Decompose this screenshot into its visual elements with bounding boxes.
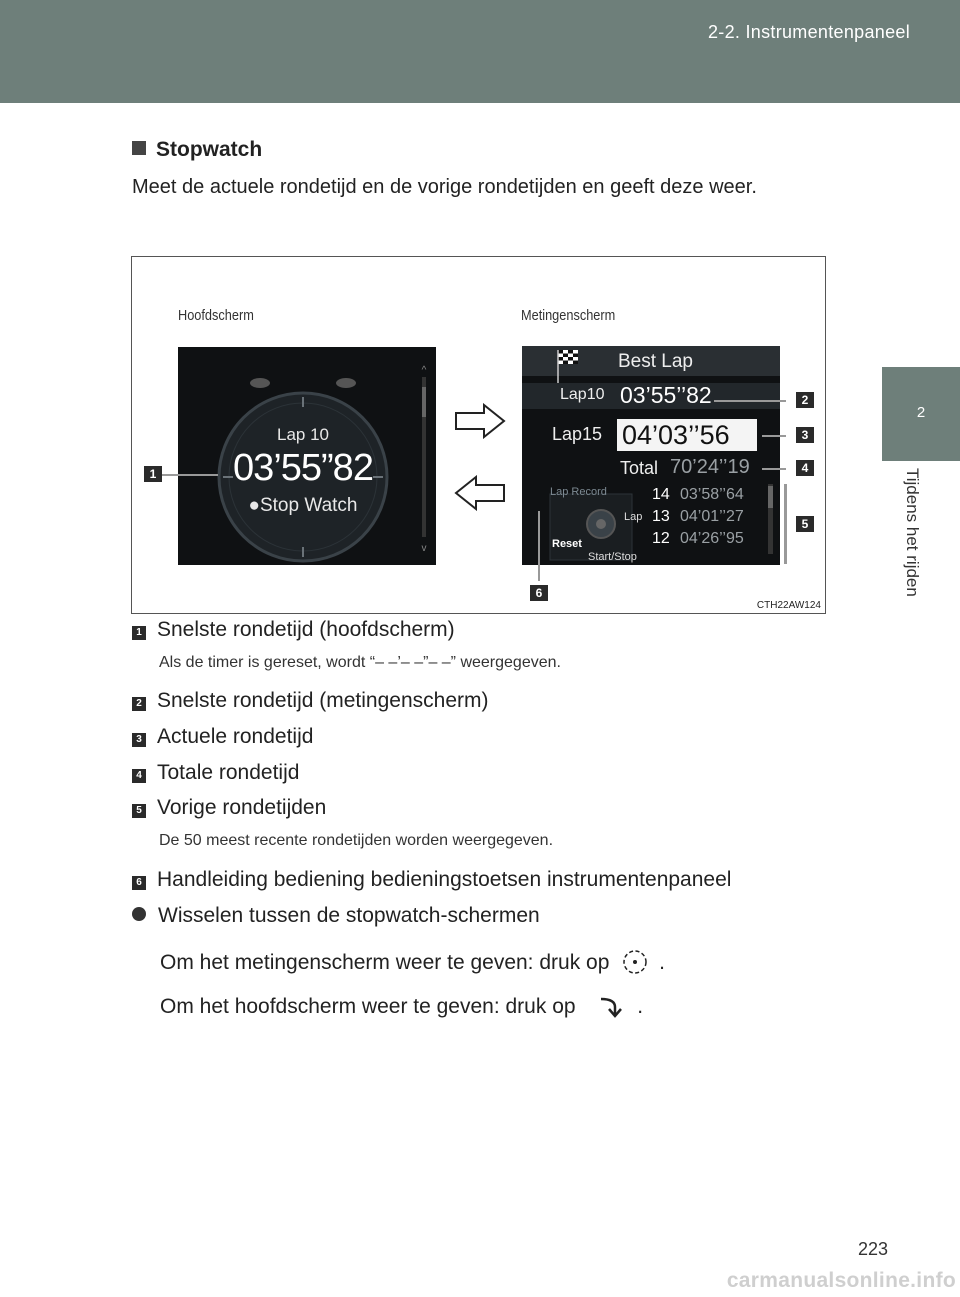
arrow-right-icon [454, 403, 506, 439]
arrow-left-icon [454, 475, 506, 511]
best-lap-title: Best Lap [618, 351, 693, 372]
main-mode-label: ●Stop Watch [248, 495, 358, 516]
callout-3: 3 [796, 427, 814, 443]
chapter-tab-number: 2 [916, 404, 926, 421]
bullet-dot-icon [132, 907, 146, 921]
list-item: 13 04’01’’27 [652, 508, 744, 525]
item-4: 4 Totale rondetijd [132, 761, 299, 785]
callout-line-6 [538, 511, 540, 581]
square-bullet-icon [132, 141, 146, 155]
measure-screen-label: Metingenscherm [521, 307, 616, 324]
list-item: 14 03’58’’64 [652, 486, 744, 503]
startstop-button-label: Start/Stop [588, 551, 637, 563]
item-5-note: De 50 meest recente rondetijden worden weergegeven. [159, 832, 554, 849]
list-item: 12 04’26’’95 [652, 530, 744, 547]
total-label: Total [620, 458, 659, 478]
page-number: 223 [857, 1239, 888, 1259]
figure-code: CTH22AW124 [756, 600, 821, 611]
switch-bullet: Wisselen tussen de stopwatch-schermen [132, 904, 540, 928]
current-lap-time: 04’03’’56 [622, 420, 730, 450]
lap-record-title: Lap Record [550, 486, 607, 498]
intro-paragraph: Meet de actuele rondetijd en de vorige rondetijden en geeft deze weer. [132, 176, 757, 198]
chapter-tab-label: Tijdens het rijden [903, 468, 922, 597]
instruction-main: Om het hoofdscherm weer te geven: druk op . [160, 995, 644, 1018]
best-lap-time: 03’55’’82 [620, 382, 712, 408]
enter-button-icon [619, 949, 653, 975]
callout-line-2 [714, 400, 786, 402]
main-lap-label: Lap 10 [277, 425, 329, 444]
item-2: 2 Snelste rondetijd (metingenscherm) [132, 689, 489, 713]
item-1: 1 Snelste rondetijd (hoofdscherm) [132, 618, 455, 642]
main-lap-time: 03’55”82 [233, 447, 373, 489]
callout-1: 1 [144, 466, 162, 482]
main-screen-label: Hoofdscherm [178, 307, 254, 324]
callout-line-3 [762, 435, 786, 437]
callout-5: 5 [796, 516, 814, 532]
item-3: 3 Actuele rondetijd [132, 725, 313, 749]
total-time: 70’24’’19 [670, 456, 750, 478]
header-bar [0, 0, 960, 103]
best-lap-label: Lap10 [560, 386, 605, 403]
callout-2: 2 [796, 392, 814, 408]
chapter-title: 2-2. Instrumentenpaneel [707, 22, 910, 42]
reset-button-label: Reset [552, 538, 582, 550]
callout-4: 4 [796, 460, 814, 476]
item-5: 5 Vorige rondetijden [132, 796, 326, 820]
callout-line-1 [162, 474, 218, 476]
lap-button-label: Lap [624, 511, 643, 523]
instruction-measure: Om het metingenscherm weer te geven: druk op . [160, 951, 665, 974]
item-1-note: Als de timer is gereset, wordt “– –’– –”– –” weergegeven. [159, 654, 561, 671]
callout-6: 6 [530, 585, 548, 601]
svg-text:v: v [421, 543, 427, 554]
item-6: 6 Handleiding bediening bedieningstoetsen instrumentenpaneel [132, 868, 731, 892]
watermark: carmanualsonline.info [726, 1269, 956, 1292]
measure-screen [522, 346, 780, 565]
current-lap-label: Lap15 [552, 424, 603, 444]
side-margin [882, 103, 960, 1297]
section-heading: Stopwatch [132, 138, 262, 162]
back-button-icon [585, 993, 631, 1019]
callout-line-4 [762, 468, 786, 470]
lap-records-list [652, 486, 762, 552]
svg-text:^: ^ [421, 365, 427, 376]
main-screen [178, 347, 436, 565]
callout-line-5 [784, 484, 787, 564]
stopwatch-figure [131, 256, 826, 614]
